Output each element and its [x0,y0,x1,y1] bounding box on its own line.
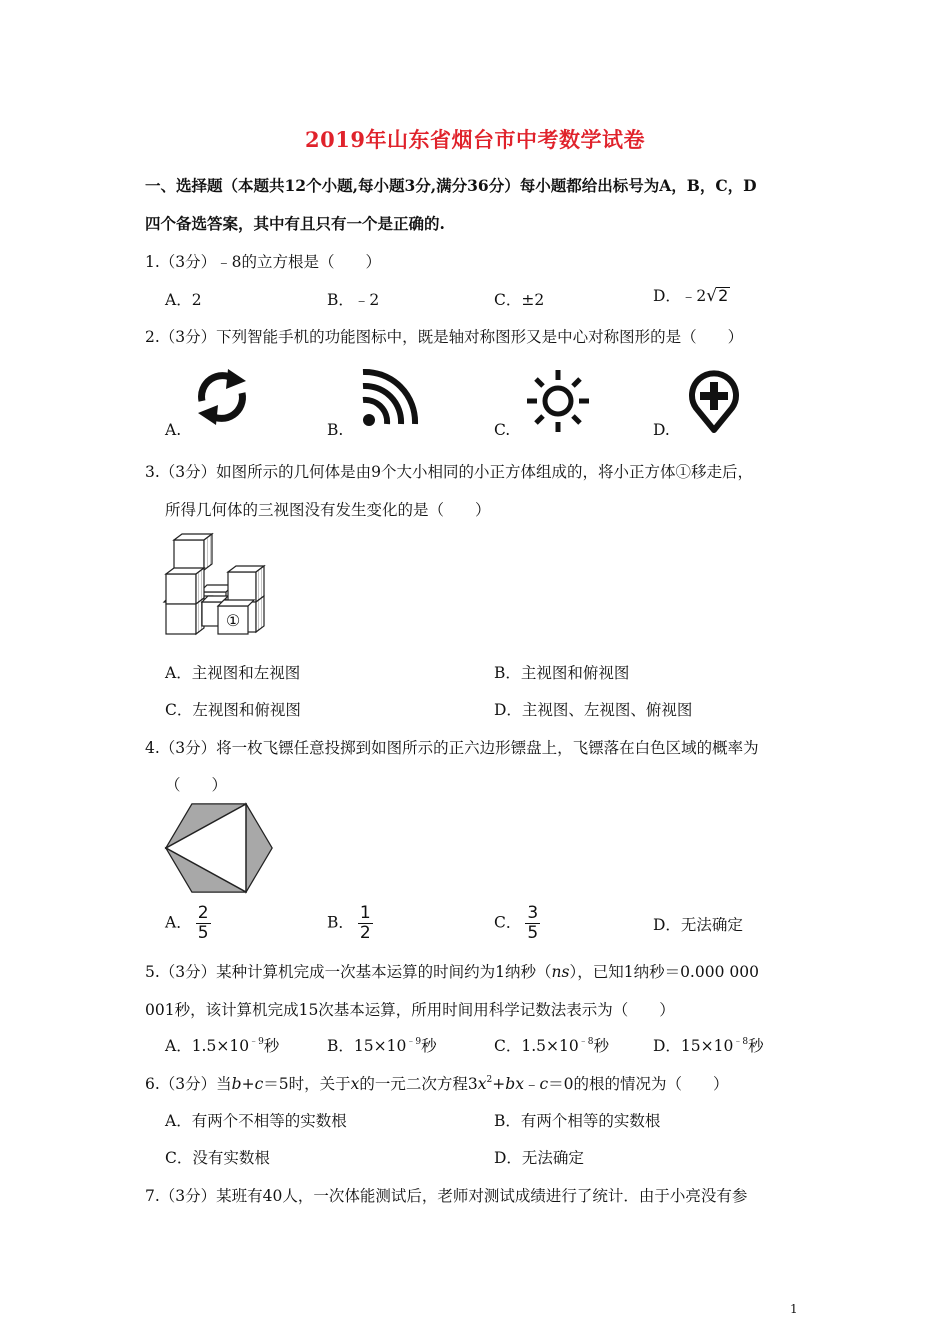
q4-stem-line2: （ ） [165,776,228,794]
q4-option-a [165,904,211,943]
wifi-icon [357,368,419,430]
q5-c-unit: 秒 [593,1037,609,1055]
q6-var-c2: c [539,1075,549,1093]
q2-stem: 2.（3分）下列智能手机的功能图标中，既是轴对称图形又是中心对称图形的是（ ） [145,328,744,346]
q2-option-a: A. [165,421,182,439]
q4-a-denominator: 5 [197,923,209,943]
q5-a-exponent: ﹣9 [249,1037,264,1047]
q3-option-c: C．左视图和俯视图 [165,701,301,719]
q5-d-exponent: ﹣8 [733,1037,749,1047]
q6-var-b: b [231,1075,242,1093]
q4-option-c-fraction [525,904,540,943]
q3-stem-line1: 3.（3分）如图所示的几何体是由9个大小相同的小正方体组成的，将小正方体①移走后， [145,463,754,481]
q2-option-b: B. [327,421,344,439]
q5-stem-line1-pre: 5.（3分）某种计算机完成一次基本运算的时间约为1纳秒（ [145,963,552,981]
q5-c-base: C．1.5×10 [494,1037,579,1055]
q6-text-7: ＝0的根的情况为（ ） [548,1075,729,1093]
q6-stem [145,1072,815,1094]
q4-option-b [327,904,373,943]
q7-stem: 7.（3分）某班有40人，一次体能测试后，老师对测试成绩进行了统计．由于小亮没有参 [145,1187,748,1205]
q6-text-6: ﹣ [523,1075,540,1093]
q4-option-c-label: C． [494,913,522,932]
q1-option-c: C．±2 [494,291,545,309]
q5-a-base: A．1.5×10 [165,1037,250,1055]
q4-c-denominator: 5 [527,923,539,943]
q6-var-c: c [254,1075,264,1093]
cube-label: ① [225,611,241,630]
sun-icon [525,368,591,434]
q5-b-exponent: ﹣9 [406,1037,422,1047]
q1-option-d-prefix: D．﹣2 [653,287,707,305]
q4-option-c [494,904,540,943]
q2-option-c: C. [494,421,511,439]
q6-var-x2: x [477,1075,487,1093]
q4-option-a-label: A． [165,913,192,932]
q5-unit-ns: ns [551,963,570,981]
q6-text-3: ＝5时，关于 [263,1075,351,1093]
section-header-line1: 一、选择题（本题共12个小题,每小题3分,满分36分）每小题都给出标号为A，B，C，D [145,176,757,195]
q5-stem-line1-post: ），已知1纳秒＝0.000 000 [569,963,759,981]
q4-option-a-fraction [196,904,211,943]
q6-text-1: 6.（3分）当 [145,1075,232,1093]
q6-text-4: 的一元二次方程3 [359,1075,478,1093]
location-plus-icon [686,370,742,434]
q6-option-d: D．无法确定 [494,1149,584,1167]
q1-stem: 1.（3分）﹣8的立方根是（ ） [145,253,382,271]
q6-option-a: A．有两个不相等的实数根 [165,1112,347,1130]
section-header-line2: 四个备选答案，其中有且只有一个是正确的. [145,214,445,233]
q2-option-d: D. [653,421,670,439]
q6-exponent: 2 [486,1075,493,1085]
exam-title: 2019年山东省烟台市中考数学试卷 [305,127,645,152]
q5-d-base: D．15×10 [653,1037,734,1055]
q5-stem-line2: 001秒，该计算机完成15次基本运算，所用时间用科学记数法表示为（ ） [145,1001,675,1019]
q4-option-d: D．无法确定 [653,916,743,934]
q1-option-a: A．2 [165,291,202,309]
q6-text-2: + [241,1075,255,1093]
q4-b-numerator: 1 [359,903,371,923]
q6-var-x: x [350,1075,360,1093]
q5-b-base: B．15×10 [327,1037,407,1055]
q5-stem-line1 [145,960,815,982]
refresh-icon [190,367,254,427]
q1-option-b: B．﹣2 [327,291,380,309]
q5-b-unit: 秒 [421,1037,437,1055]
q5-d-unit: 秒 [748,1037,764,1055]
q6-text-5: + [492,1075,506,1093]
q1-option-d-radicand: 2 [718,286,729,305]
q4-a-numerator: 2 [197,903,209,923]
page-number: 1 [790,1302,798,1316]
q1-option-d [653,284,730,306]
q5-option-d [653,1034,764,1056]
q5-option-c [494,1034,609,1056]
q5-a-unit: 秒 [263,1037,280,1055]
q6-option-b: B．有两个相等的实数根 [494,1112,661,1130]
q5-c-exponent: ﹣8 [578,1037,594,1047]
q3-option-b: B．主视图和俯视图 [494,664,630,682]
hexagon-dartboard-figure [162,802,276,896]
q6-var-bx: bx [505,1075,524,1093]
q4-option-b-label: B． [327,913,354,932]
q5-option-b [327,1034,437,1056]
q4-stem-line1: 4.（3分）将一枚飞镖任意投掷到如图所示的正六边形镖盘上，飞镖落在白色区域的概率为 [145,739,759,757]
q3-option-d: D．主视图、左视图、俯视图 [494,701,693,719]
q4-option-b-fraction [358,904,373,943]
q5-option-a [165,1034,279,1056]
q3-option-a: A．主视图和左视图 [165,664,301,682]
q4-c-numerator: 3 [527,903,539,923]
q4-b-denominator: 2 [359,923,371,943]
q6-option-c: C．没有实数根 [165,1149,270,1167]
q3-stem-line2: 所得几何体的三视图没有发生变化的是（ ） [165,501,491,519]
radical-sign: √ [706,286,718,306]
cube-stack-figure [162,532,272,638]
